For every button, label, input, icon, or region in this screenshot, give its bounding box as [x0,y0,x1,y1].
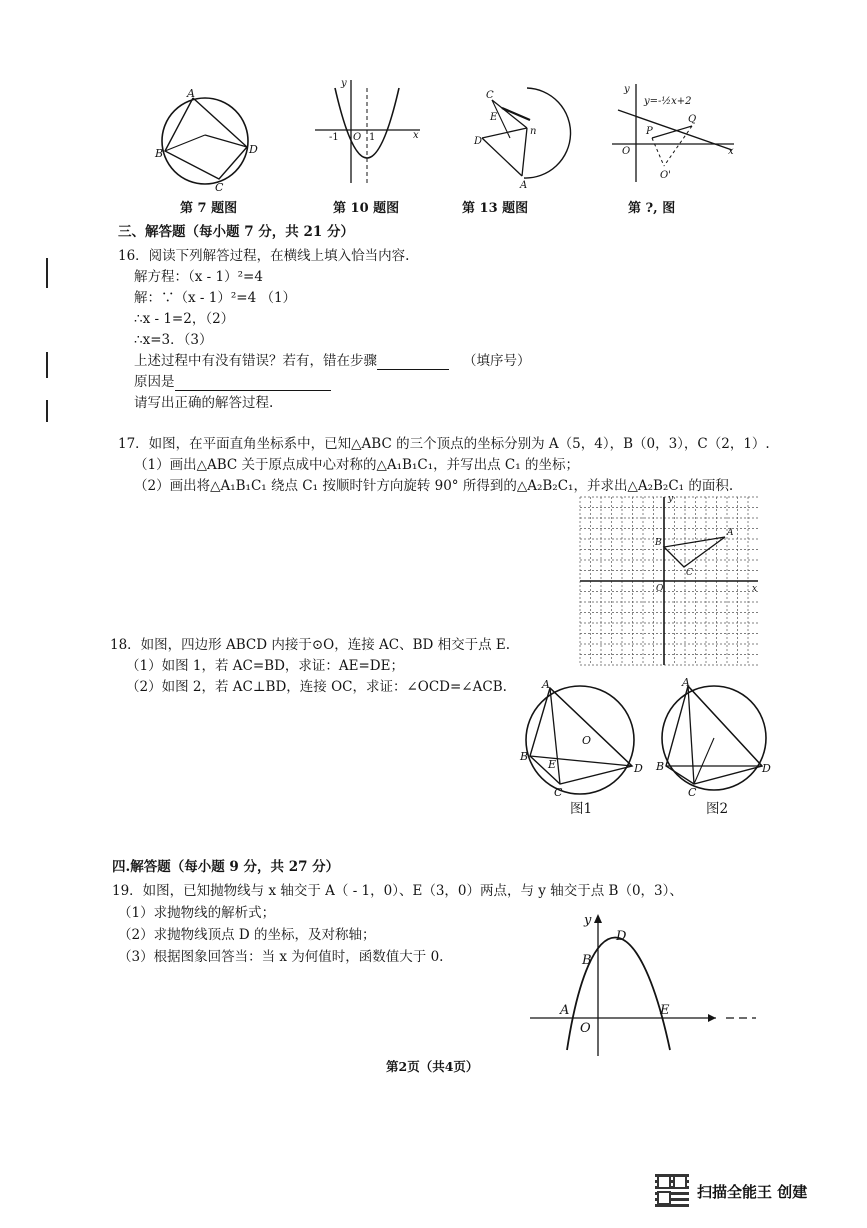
q16-stem: 16．阅读下列解答过程，在横线上填入恰当内容. [118,248,410,264]
section-4-heading: 四.解答题（每小题 9 分，共 27 分） [112,859,340,875]
q19-part2: （2）求抛物线顶点 D 的坐标，及对称轴； [118,927,376,943]
q17-part2: （2）画出将△A₁B₁C₁ 绕点 C₁ 按顺时针方向旋转 90° 所得到的△A₂B₂C₁，并求出△A₂B₂C₁ 的面积. [134,478,734,494]
q16-step3: ∴x=3．（3） [134,332,213,348]
label: P [646,126,653,137]
label: C [554,786,563,799]
label: D [249,143,258,156]
label: B [655,538,662,548]
label: x [413,130,419,141]
label: O [622,146,631,157]
label: E [660,1003,670,1018]
page-number: 第2页（共4页） [386,1059,479,1074]
label: C [688,786,697,799]
label: y=-½x+2 [644,96,692,107]
label: D [762,762,771,775]
label: B [520,750,529,763]
q17-stem: 17．如图，在平面直角坐标系中，已知△ABC 的三个顶点的坐标分别为 A（5，4），B（0，3），C（2，1）. [118,436,770,452]
q17-part1: （1）画出△ABC 关于原点成中心对称的△A₁B₁C₁，并写出点 C₁ 的坐标； [134,457,579,473]
label: x [752,584,758,594]
label: O' [660,170,671,181]
q16-equation: 解方程：（x - 1）²=4 [134,269,263,285]
label: C [215,181,224,194]
figure-10 [315,78,425,188]
q19-figure [530,910,760,1060]
label: x [728,146,734,157]
q17-coordinate-grid [580,494,760,667]
label: D [634,762,643,775]
q16-step2: ∴x - 1=2，（2） [134,311,235,327]
label: A [520,180,528,191]
label: C [486,90,494,101]
q18-figure-2-caption: 图2 [706,801,729,817]
q19-stem: 19．如图，已知抛物线与 x 轴交于 A（ - 1，0）、E（3，0）两点，与 y 轴交于点 B（0，3）、 [112,883,683,899]
label: E [490,112,498,123]
label: A [727,528,734,538]
answer-blank-reason[interactable] [175,374,331,391]
label: -1 [329,132,339,143]
binding-mark [46,352,48,378]
figure-7 [155,85,265,195]
q16-write: 请写出正确的解答过程. [134,395,274,411]
label: E [548,758,557,771]
q18-stem: 18．如图，四边形 ABCD 内接于⊙O，连接 AC、BD 相交于点 E. [110,637,511,653]
qr-code [655,1173,689,1207]
figure-15 [612,82,742,187]
label: y [624,84,630,95]
label: A [560,1003,570,1018]
answer-blank-step[interactable] [377,353,449,370]
q16-ask-error [134,352,531,370]
label: O [353,132,362,143]
label: O [582,734,592,747]
q16-fill-hint: （填序号） [463,353,531,369]
q16-reason [134,373,331,391]
binding-mark [46,400,48,422]
figure-13-caption: 第 13 题图 [462,201,529,216]
q16-ask-error-text: 上述过程中有没有错误？若有，错在步骤 [134,353,377,369]
q18-figure-2 [656,676,775,799]
label: A [187,87,195,100]
label: O [656,584,664,594]
label: C [686,568,693,578]
section-3-heading: 三、解答题（每小题 7 分，共 21 分） [118,224,354,240]
label: D [616,929,627,944]
binding-mark [46,258,48,288]
figure-15-caption: 第 ?, 图 [628,201,676,216]
label: y [341,78,347,89]
q18-part2: （2）如图 2，若 AC⊥BD，连接 OC，求证：∠OCD=∠ACB. [126,679,507,695]
q16-reason-text: 原因是 [134,374,175,390]
label: y [584,913,592,928]
label: D [474,136,483,147]
figure-7-caption: 第 7 题图 [180,201,238,216]
q18-figure-1-caption: 图1 [570,801,593,817]
q18-part1: （1）如图 1，若 AC=BD，求证：AE=DE； [126,658,404,674]
q16-step1: 解：∵（x - 1）²=4 （1） [134,290,297,306]
label: B [155,147,164,160]
q19-part3: （3）根据图象回答当：当 x 为何值时，函数值大于 0. [118,949,444,965]
label: Q [688,114,697,125]
watermark-text: 扫描全能王 创建 [697,1183,808,1201]
label: 1 [369,132,376,143]
label: n [530,126,537,137]
label: A [682,676,690,689]
figure-13 [472,80,577,190]
label: B [582,953,592,968]
label: y [668,494,674,504]
label: A [542,678,550,691]
figure-10-caption: 第 10 题图 [333,201,400,216]
q19-part1: （1）求抛物线的解析式； [118,905,276,921]
label: B [656,760,665,773]
label: O [580,1021,591,1036]
q18-figure-1 [520,678,645,799]
